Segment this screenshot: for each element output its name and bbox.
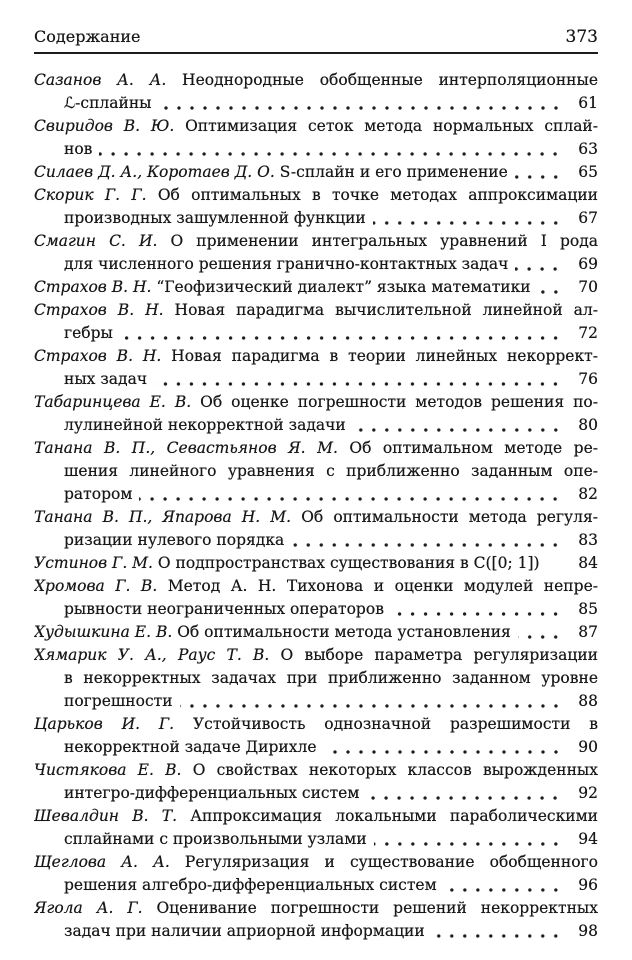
toc-entry-line [34,138,598,161]
dot-leader [353,414,564,437]
entry-title-text: решения алгебро-дифференциальных систем [64,876,437,894]
entry-title-text: погрешности [64,692,173,710]
entry-author: Шевалдин В. Т. [34,807,178,825]
dot-leader [159,92,565,115]
toc-entry [34,759,598,805]
toc-entry [34,575,598,621]
toc-entry-line [34,874,598,897]
toc-entry-line: Ягола А. Г. Оценивание погрешности решений некорректных [34,899,598,917]
toc-entry [34,644,598,713]
toc-entry-line [34,161,598,184]
entry-page-number: 67 [578,209,598,227]
entry-title-text: интегро-дифференциальных систем [64,784,360,802]
toc-entry-line: Страхов В. Н. Новая парадигма в теории линейных некоррект- [34,347,598,365]
toc-entry-line [34,690,598,713]
toc-entry-line [34,322,598,345]
toc-entry [34,391,598,437]
entry-title-text: Устинов Г. М. О подпространствах существования в C([0; 1]) [34,554,540,572]
toc-entry-line [34,253,598,276]
entry-page-number: 88 [578,692,598,710]
dot-leader [324,736,565,759]
entry-title-text: Худышкина Е. В. Об оптимальности метода установления [34,623,511,641]
toc-entry-line [34,414,598,437]
toc-entry [34,713,598,759]
entry-title-text: ратором [64,485,133,503]
toc-entry [34,299,598,345]
toc-entry-line [34,276,598,299]
toc-entry [34,897,598,943]
entry-title-text: ризации нулевого порядка [64,531,285,549]
entry-author: Ягола А. Г. [34,899,143,917]
entry-author: Смагин С. И. [34,232,158,250]
entry-page-number: 70 [578,278,598,296]
entry-title-text: сплайнами с произвольными узлами [64,830,367,848]
toc-entry-line: Хромова Г. В. Метод А. Н. Тихонова и оценки модулей непре- [34,577,598,595]
entry-author: Устинов Г. М. [34,554,153,572]
toc-entry-line [34,621,598,644]
toc-entry-line: Скорик Г. Г. Об оптимальных в точке методах аппроксимации [34,186,598,204]
entry-page-number: 80 [578,416,598,434]
toc-entry-line [34,782,598,805]
entry-page-number: 92 [578,784,598,802]
entry-author: Танана В. П., Япарова Н. М. [34,508,292,526]
entry-author: Царьков И. Г. [34,715,175,733]
entry-page-number: 69 [578,255,598,273]
entry-page-number: 82 [578,485,598,503]
entry-author: Страхов В. Н. [34,301,164,319]
entry-author: Скорик Г. Г. [34,186,147,204]
entry-author: Страхов В. Н. [34,278,152,296]
entry-title-text: Страхов В. Н. “Геофизический диалект” языка математики [34,278,531,296]
entry-author: Танана В. П., Севастьянов Я. М. [34,439,338,457]
entry-page-number: 65 [578,163,598,181]
toc-entry-line: Щеглова А. А. Регуляризация и существование обобщенного [34,853,598,871]
entry-title-text: ℒ-сплайны [64,94,152,112]
dot-leader [515,253,564,276]
running-header [34,27,598,47]
toc-entry-line [34,207,598,230]
entry-page-number: 61 [578,94,598,112]
entry-title-text: производных зашумленной функции [64,209,366,227]
toc-entry-line: Танана В. П., Япарова Н. М. Об оптимальности метода регуля- [34,508,598,526]
dot-leader [154,368,564,391]
entry-page-number: 87 [578,623,598,641]
dot-leader [391,598,564,621]
dot-leader [432,920,564,943]
entry-page-number: 76 [578,370,598,388]
entry-page-number: 85 [578,600,598,618]
toc-entry-line: Свиридов В. Ю. Оптимизация сеток метода нормальных сплай- [34,117,598,135]
toc-entry-line: Смагин С. И. О применении интегральных уравнений I рода [34,232,598,250]
dot-leader [139,483,564,506]
toc-entry [34,621,598,644]
toc-entry-line [34,552,598,575]
toc-entry-line: Табаринцева Е. В. Об оценке погрешности методов решения по- [34,393,598,411]
entry-author: Чистякова Е. В. [34,761,182,779]
entry-page-number: 84 [578,554,598,572]
toc-entry-line [34,483,598,506]
toc-entry-line: Царьков И. Г. Устойчивость однозначной разрешимости в [34,715,598,733]
running-header-title: Содержание [34,27,141,46]
toc-entry [34,552,598,575]
entry-page-number: 72 [578,324,598,342]
dot-leader [120,322,564,345]
toc-entry [34,506,598,552]
entry-page-number: 94 [578,830,598,848]
entry-author: Страхов В. Н. [34,347,162,365]
entry-page-number: 96 [578,876,598,894]
entry-page-number: 83 [578,531,598,549]
dot-leader [180,690,564,713]
toc-entry [34,161,598,184]
toc-entry-line [34,368,598,391]
dot-leader [291,529,564,552]
toc-entry-line: Шевалдин В. Т. Аппроксимация локальными параболическими [34,807,598,825]
toc-entry-line [34,828,598,851]
dot-leader [547,552,564,575]
entry-author: Худышкина Е. В. [34,623,173,641]
entry-title-text: гебры [64,324,113,342]
entry-title-text: Силаев Д. А., Коротаев Д. О. S-сплайн и его применение [34,163,508,181]
entry-title-text: ных задач [64,370,148,388]
toc-entry-line: Танана В. П., Севастьянов Я. М. Об оптимальном методе ре- [34,439,598,457]
entry-title-text: лулинейной некорректной задачи [64,416,346,434]
entry-title-text: рывности неограниченных операторов [64,600,384,618]
entry-author: Сазанов А. А. [34,71,167,89]
toc-entry-line: Сазанов А. А. Неоднородные обобщенные интерполяционные [34,71,598,89]
toc-entry-line: Хямарик У. А., Раус Т. В. О выборе параметра регуляризации [34,646,598,664]
toc-entry-line [34,529,598,552]
toc-entry [34,437,598,506]
dot-leader [515,161,564,184]
dot-leader [518,621,564,644]
entry-page-number: 90 [578,738,598,756]
toc-entry [34,230,598,276]
entry-author: Свиридов В. Ю. [34,117,175,135]
entry-title-text: некорректной задаче Дирихле [64,738,317,756]
entry-author: Хямарик У. А., Раус Т. В. [34,646,270,664]
toc-entry-line [34,920,598,943]
entry-author: Щеглова А. А. [34,853,170,871]
toc-entry-line [34,736,598,759]
dot-leader [366,782,564,805]
entry-page-number: 63 [578,140,598,158]
entry-title-text: нов [64,140,93,158]
entry-title-text: задач при наличии априорной информации [64,922,425,940]
toc-entry [34,345,598,391]
entry-title-text: для численного решения гранично-контактных задач [64,255,509,273]
entry-author: Табаринцева Е. В. [34,393,192,411]
toc-entry-line: в некорректных задачах при приближенно заданном уровне [64,669,598,687]
header-rule-divider [34,52,598,54]
toc-entry [34,184,598,230]
dot-leader [444,874,564,897]
page-content [34,27,598,943]
dot-leader [99,138,564,161]
toc-entry [34,805,598,851]
toc-entry-line [34,92,598,115]
toc-entry-line [34,598,598,621]
entry-page-number: 98 [578,922,598,940]
toc-entry [34,851,598,897]
toc-entry-line: шения линейного уравнения с приближенно заданным опе- [64,462,598,480]
toc-entry-line: Страхов В. Н. Новая парадигма вычислительной линейной ал- [34,301,598,319]
toc-entries [34,69,598,943]
dot-leader [373,207,564,230]
entry-author: Силаев Д. А., Коротаев Д. О. [34,163,275,181]
dot-leader [538,276,564,299]
toc-entry-line: Чистякова Е. В. О свойствах некоторых классов вырожденных [34,761,598,779]
toc-entry [34,276,598,299]
entry-author: Хромова Г. В. [34,577,158,595]
toc-entry [34,115,598,161]
running-header-page-number: 373 [565,27,598,47]
toc-entry [34,69,598,115]
dot-leader [374,828,564,851]
